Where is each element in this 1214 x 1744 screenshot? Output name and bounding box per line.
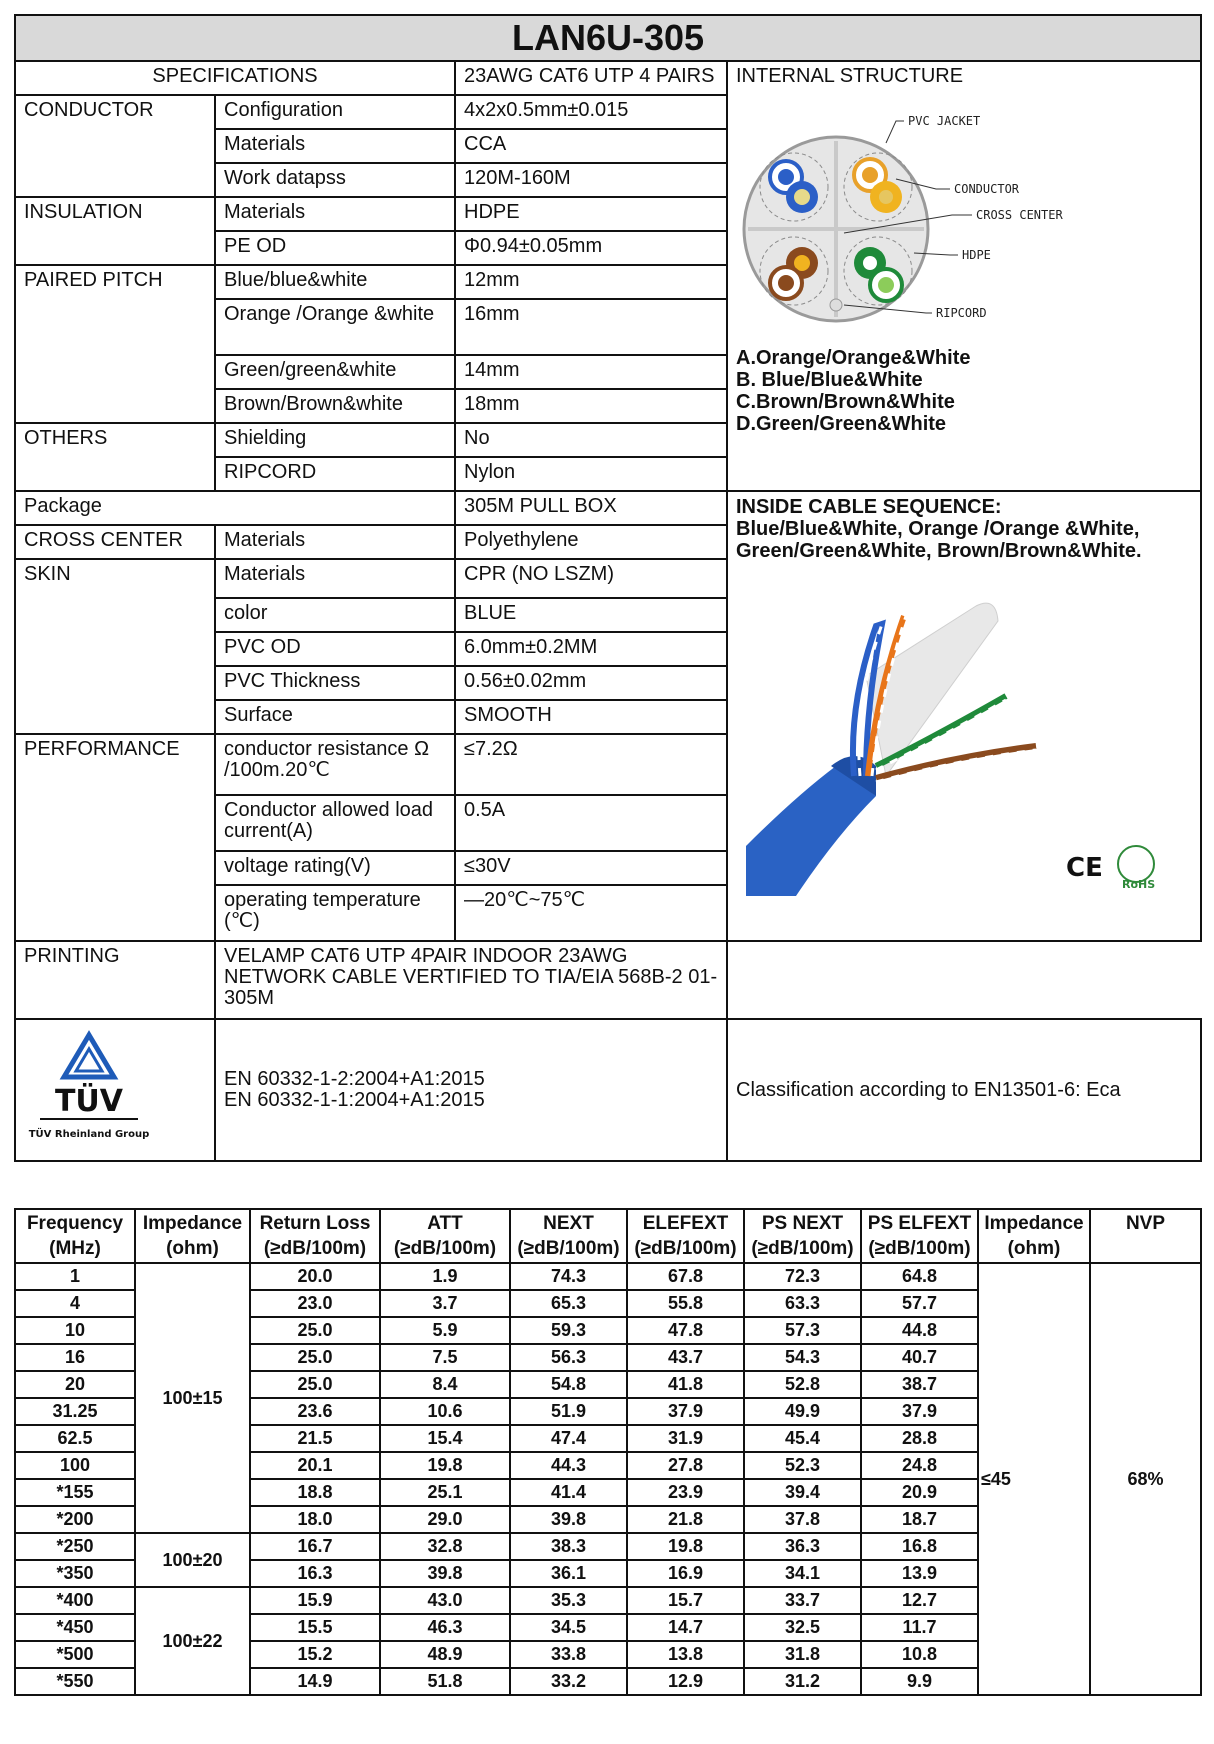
spec-name: Brown/Brown&white (215, 389, 455, 423)
col-header-unit: (ohm) (166, 1238, 219, 1259)
table-cell: 25.0 (250, 1344, 380, 1371)
classification: Classification according to EN13501-6: Eca (727, 1019, 1201, 1161)
table-cell: 29.0 (380, 1506, 510, 1533)
tuv-group-text: TÜV Rheinland Group (28, 1128, 150, 1140)
table-cell: 32.5 (744, 1614, 861, 1641)
table-cell: 18.8 (250, 1479, 380, 1506)
table-cell: 43.7 (627, 1344, 744, 1371)
spec-header-mid: 23AWG CAT6 UTP 4 PAIRS (455, 61, 727, 95)
col-header-unit: (≥dB/100m) (393, 1238, 497, 1259)
group-label: SKIN (15, 559, 215, 734)
table-cell: 63.3 (744, 1290, 861, 1317)
pair-legend-item: D.Green/Green&White (736, 413, 947, 435)
table-cell: 16.9 (627, 1560, 744, 1587)
table-cell: 15.2 (250, 1641, 380, 1668)
spec-value: 0.56±0.02mm (455, 666, 727, 700)
group-label: PERFORMANCE (15, 734, 215, 941)
table-cell: 67.8 (627, 1263, 744, 1290)
spec-value: 12mm (455, 265, 727, 299)
table-cell: 23.6 (250, 1398, 380, 1425)
table-cell: 33.2 (510, 1668, 627, 1695)
table-cell: 15.5 (250, 1614, 380, 1641)
impedance-group: 100±20 (135, 1533, 250, 1587)
table-cell: 52.8 (744, 1371, 861, 1398)
table-cell: *350 (15, 1560, 135, 1587)
spec-name: color (215, 598, 455, 632)
spec-value: Φ0.94±0.05mm (455, 231, 727, 265)
col-header-unit: (≥dB/100m) (517, 1238, 620, 1259)
pair-legend-item: C.Brown/Brown&White (736, 391, 955, 413)
spec-value: CPR (NO LSZM) (455, 559, 727, 598)
impedance-group: 100±22 (135, 1587, 250, 1695)
table-cell: 10.8 (861, 1641, 978, 1668)
col-header-unit: (≥dB/100m) (634, 1238, 737, 1259)
table-cell: 15.4 (380, 1425, 510, 1452)
spec-value: ≤7.2Ω (455, 734, 727, 795)
col-header (510, 1209, 627, 1263)
table-row (15, 1263, 1201, 1290)
table-cell: *155 (15, 1479, 135, 1506)
table-cell: 38.7 (861, 1371, 978, 1398)
spec-name: Materials (215, 525, 455, 559)
table-cell: 18.0 (250, 1506, 380, 1533)
spec-name: Configuration (215, 95, 455, 129)
table-cell: 100 (15, 1452, 135, 1479)
table-cell: *250 (15, 1533, 135, 1560)
table-cell: 74.3 (510, 1263, 627, 1290)
spec-name: PVC OD (215, 632, 455, 666)
table-cell: 41.8 (627, 1371, 744, 1398)
table-cell: 48.9 (380, 1641, 510, 1668)
printing-label: PRINTING (15, 941, 215, 1019)
group-label: PAIRED PITCH (15, 265, 215, 423)
standard-line: EN 60332-1-2:2004+A1:2015 (224, 1068, 485, 1090)
col-header (1090, 1209, 1201, 1263)
col-header (250, 1209, 380, 1263)
spec-name: operating temperature (℃) (215, 885, 455, 941)
spec-name: Materials (215, 197, 455, 231)
table-cell: 37.9 (861, 1398, 978, 1425)
rohs-leaf-icon (1118, 846, 1154, 882)
table-cell: 20.0 (250, 1263, 380, 1290)
diagram-label-jacket: PVC JACKET (908, 114, 981, 128)
table-cell: 13.8 (627, 1641, 744, 1668)
col-header-unit: (≥dB/100m) (751, 1238, 854, 1259)
spec-name: RIPCORD (215, 457, 455, 491)
sequence-line: Blue/Blue&White, Orange /Orange &White, (736, 518, 1140, 540)
table-cell: *200 (15, 1506, 135, 1533)
table-cell: 19.8 (380, 1452, 510, 1479)
spec-name: Shielding (215, 423, 455, 457)
spec-value: ≤30V (455, 851, 727, 885)
spec-name: PVC Thickness (215, 666, 455, 700)
table-cell: 1.9 (380, 1263, 510, 1290)
table-cell: 11.7 (861, 1614, 978, 1641)
col-header-top: Return Loss (259, 1213, 371, 1234)
col-header-unit: (≥dB/100m) (263, 1238, 367, 1259)
table-cell: 38.3 (510, 1533, 627, 1560)
table-cell: 5.9 (380, 1317, 510, 1344)
col-header (15, 1209, 135, 1263)
printing-text: VELAMP CAT6 UTP 4PAIR INDOOR 23AWG NETWORK CABLE VERTIFIED TO TIA/EIA 568B-2 01-305M (215, 941, 727, 1019)
table-cell: 39.8 (510, 1506, 627, 1533)
table-cell: 45.4 (744, 1425, 861, 1452)
tuv-logo (24, 1029, 154, 1147)
col-header-top: Impedance (984, 1213, 1084, 1234)
spec-name: Surface (215, 700, 455, 734)
col-header-top: Frequency (26, 1213, 124, 1234)
impedance-2: ≤45 (978, 1263, 1090, 1695)
table-cell: 23.9 (627, 1479, 744, 1506)
table-cell: 27.8 (627, 1452, 744, 1479)
table-cell: 59.3 (510, 1317, 627, 1344)
spec-value: No (455, 423, 727, 457)
table-cell: 35.3 (510, 1587, 627, 1614)
table-cell: 8.4 (380, 1371, 510, 1398)
table-cell: 37.8 (744, 1506, 861, 1533)
table-cell: 18.7 (861, 1506, 978, 1533)
tuv-logo-text: TÜV (54, 1083, 124, 1119)
tuv-logo-cell (15, 1019, 215, 1161)
table-cell: 20 (15, 1371, 135, 1398)
table-cell: 15.7 (627, 1587, 744, 1614)
table-cell: 15.9 (250, 1587, 380, 1614)
table-cell: *550 (15, 1668, 135, 1695)
spec-name: voltage rating(V) (215, 851, 455, 885)
table-cell: 3.7 (380, 1290, 510, 1317)
table-cell: 1 (15, 1263, 135, 1290)
ce-mark: CE (1066, 853, 1103, 883)
table-cell: 16.3 (250, 1560, 380, 1587)
table-cell: 10.6 (380, 1398, 510, 1425)
table-cell: 33.8 (510, 1641, 627, 1668)
group-label: CONDUCTOR (15, 95, 215, 197)
table-cell: *500 (15, 1641, 135, 1668)
table-cell: 55.8 (627, 1290, 744, 1317)
pair-legend-item: B. Blue/Blue&White (736, 369, 923, 391)
performance-table (14, 1208, 1202, 1696)
table-cell: 36.1 (510, 1560, 627, 1587)
spec-value: 0.5A (455, 795, 727, 851)
internal-structure-title: INTERNAL STRUCTURE (736, 65, 964, 87)
table-cell: 39.4 (744, 1479, 861, 1506)
table-cell: 21.8 (627, 1506, 744, 1533)
table-cell: 23.0 (250, 1290, 380, 1317)
sequence-line: Green/Green&White, Brown/Brown&White. (736, 540, 1142, 562)
table-cell: 25.0 (250, 1317, 380, 1344)
sequence-title: INSIDE CABLE SEQUENCE: (736, 496, 1002, 518)
table-cell: 41.4 (510, 1479, 627, 1506)
table-cell: 54.8 (510, 1371, 627, 1398)
col-header (627, 1209, 744, 1263)
spec-header: SPECIFICATIONS (15, 61, 455, 95)
table-cell: 20.1 (250, 1452, 380, 1479)
spec-value: 305M PULL BOX (455, 491, 727, 525)
col-header-top: ELEFEXT (642, 1213, 729, 1234)
col-header (744, 1209, 861, 1263)
internal-structure-cell (727, 61, 1201, 491)
table-cell: 51.8 (380, 1668, 510, 1695)
spec-table (14, 14, 1202, 1162)
cable-photo (736, 566, 1186, 936)
col-header-top: NEXT (543, 1213, 594, 1234)
table-cell: 44.3 (510, 1452, 627, 1479)
table-cell: 28.8 (861, 1425, 978, 1452)
col-header-unit: (MHz) (49, 1238, 101, 1259)
col-header-unit: (ohm) (1007, 1238, 1061, 1259)
standards-cell (215, 1019, 727, 1161)
table-cell: 21.5 (250, 1425, 380, 1452)
col-header (861, 1209, 978, 1263)
table-cell: 46.3 (380, 1614, 510, 1641)
pairs-legend (736, 347, 1192, 435)
table-cell: 57.7 (861, 1290, 978, 1317)
table-cell: 31.25 (15, 1398, 135, 1425)
table-cell: 14.7 (627, 1614, 744, 1641)
table-cell: 34.5 (510, 1614, 627, 1641)
diagram-label-cross: CROSS CENTER (976, 208, 1063, 222)
spec-value: Nylon (455, 457, 727, 491)
spec-value: CCA (455, 129, 727, 163)
table-cell: 31.8 (744, 1641, 861, 1668)
table-cell: 62.5 (15, 1425, 135, 1452)
table-cell: 33.7 (744, 1587, 861, 1614)
table-cell: *450 (15, 1614, 135, 1641)
diagram-label-ripcord: RIPCORD (936, 306, 987, 320)
table-cell: 65.3 (510, 1290, 627, 1317)
table-cell: 12.9 (627, 1668, 744, 1695)
spec-value: BLUE (455, 598, 727, 632)
table-cell: 16 (15, 1344, 135, 1371)
table-cell: 51.9 (510, 1398, 627, 1425)
pair-legend-item: A.Orange/Orange&White (736, 347, 971, 369)
table-cell: 16.7 (250, 1533, 380, 1560)
col-header-top: Impedance (142, 1213, 243, 1234)
table-cell: 57.3 (744, 1317, 861, 1344)
spec-value: 120M-160M (455, 163, 727, 197)
col-header-top: NVP (1125, 1213, 1166, 1234)
package-label: Package (15, 491, 455, 525)
spec-value: SMOOTH (455, 700, 727, 734)
col-header-top: ATT (427, 1213, 463, 1234)
col-header-top: PS ELFEXT (867, 1213, 972, 1234)
table-cell: 44.8 (861, 1317, 978, 1344)
col-header (380, 1209, 510, 1263)
table-cell: 37.9 (627, 1398, 744, 1425)
spec-name: Orange /Orange &white (215, 299, 455, 355)
spec-name: Work datapss (215, 163, 455, 197)
table-cell: 12.7 (861, 1587, 978, 1614)
table-cell: 31.2 (744, 1668, 861, 1695)
spec-name: conductor resistance Ω /100m.20℃ (215, 734, 455, 795)
table-cell: 34.1 (744, 1560, 861, 1587)
spec-value: HDPE (455, 197, 727, 231)
cable-cross-section-diagram (736, 91, 1186, 347)
table-cell: 47.4 (510, 1425, 627, 1452)
spec-value: 6.0mm±0.2MM (455, 632, 727, 666)
nvp-value: 68% (1090, 1263, 1201, 1695)
spec-value: 14mm (455, 355, 727, 389)
table-cell: 25.0 (250, 1371, 380, 1398)
diagram-label-conductor: CONDUCTOR (954, 182, 1020, 196)
table-cell: 40.7 (861, 1344, 978, 1371)
col-header (135, 1209, 250, 1263)
spec-name: Conductor allowed load current(A) (215, 795, 455, 851)
table-cell: 19.8 (627, 1533, 744, 1560)
cable-sequence-cell (727, 491, 1201, 941)
table-cell: 52.3 (744, 1452, 861, 1479)
col-header-unit: (≥dB/100m) (868, 1238, 971, 1259)
table-cell: 16.8 (861, 1533, 978, 1560)
spec-name: Materials (215, 129, 455, 163)
table-cell: 49.9 (744, 1398, 861, 1425)
spec-value: 4x2x0.5mm±0.015 (455, 95, 727, 129)
table-cell: 10 (15, 1317, 135, 1344)
table-cell: 72.3 (744, 1263, 861, 1290)
group-label: OTHERS (15, 423, 215, 491)
table-cell: 4 (15, 1290, 135, 1317)
group-label: INSULATION (15, 197, 215, 265)
spec-value: Polyethylene (455, 525, 727, 559)
col-header-top: PS NEXT (761, 1213, 844, 1234)
spec-name: Green/green&white (215, 355, 455, 389)
table-cell: *400 (15, 1587, 135, 1614)
table-cell: 24.8 (861, 1452, 978, 1479)
rohs-mark: RoHS (1122, 878, 1156, 891)
table-cell: 9.9 (861, 1668, 978, 1695)
spec-name: Blue/blue&white (215, 265, 455, 299)
table-cell: 31.9 (627, 1425, 744, 1452)
spec-value: 16mm (455, 299, 727, 355)
table-cell: 32.8 (380, 1533, 510, 1560)
table-cell: 47.8 (627, 1317, 744, 1344)
table-cell: 25.1 (380, 1479, 510, 1506)
table-cell: 43.0 (380, 1587, 510, 1614)
table-cell: 54.3 (744, 1344, 861, 1371)
spec-name: PE OD (215, 231, 455, 265)
table-cell: 7.5 (380, 1344, 510, 1371)
table-cell: 39.8 (380, 1560, 510, 1587)
table-cell: 64.8 (861, 1263, 978, 1290)
table-cell: 56.3 (510, 1344, 627, 1371)
spec-name: Materials (215, 559, 455, 598)
table-cell: 20.9 (861, 1479, 978, 1506)
product-title: LAN6U-305 (15, 15, 1201, 61)
spec-value: 18mm (455, 389, 727, 423)
diagram-label-hdpe: HDPE (962, 248, 991, 262)
table-cell: 36.3 (744, 1533, 861, 1560)
spec-value: —20℃~75℃ (455, 885, 727, 941)
impedance-group: 100±15 (135, 1263, 250, 1533)
standard-line: EN 60332-1-1:2004+A1:2015 (224, 1089, 485, 1111)
table-cell: 13.9 (861, 1560, 978, 1587)
performance-table-body (15, 1263, 1201, 1695)
group-label: CROSS CENTER (15, 525, 215, 559)
col-header (978, 1209, 1090, 1263)
table-cell: 14.9 (250, 1668, 380, 1695)
